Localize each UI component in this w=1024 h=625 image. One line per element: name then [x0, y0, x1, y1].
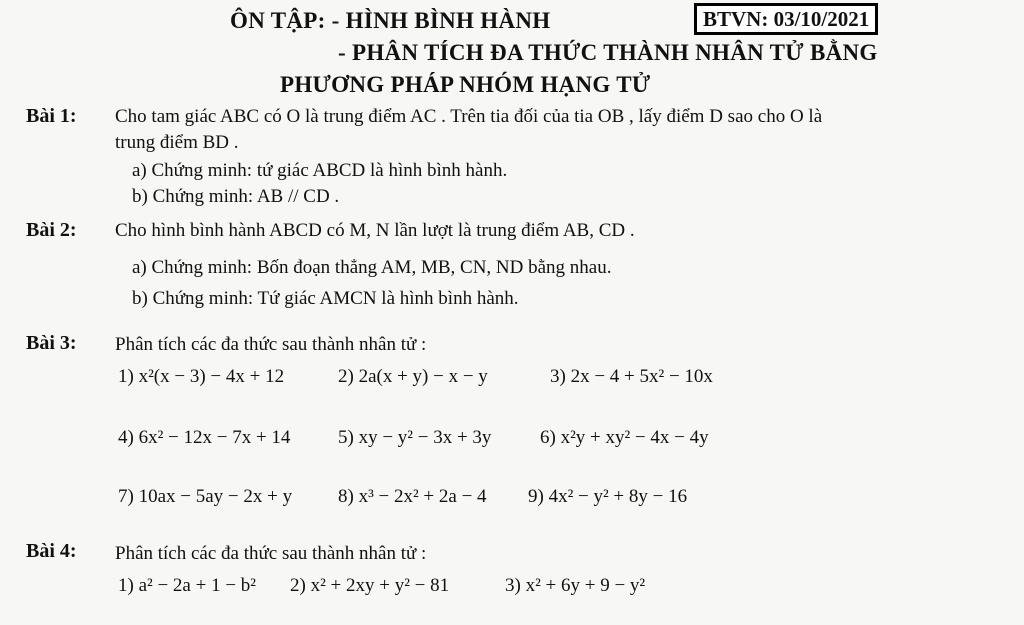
exercise-2-label: Bài 2:	[26, 219, 77, 241]
title-line-3: PHƯƠNG PHÁP NHÓM HẠNG TỬ	[280, 72, 651, 97]
exercise-3-problem-8: 8) x³ − 2x² + 2a − 4	[338, 486, 487, 507]
exercise-3-problem-2: 2) 2a(x + y) − x − y	[338, 366, 488, 387]
exercise-3-label: Bài 3:	[26, 332, 77, 354]
exercise-4-problem-3: 3) x² + 6y + 9 − y²	[505, 575, 646, 596]
exercise-1-part-a: a) Chứng minh: tứ giác ABCD là hình bình hành.	[132, 160, 508, 181]
exercise-3-problem-3: 3) 2x − 4 + 5x² − 10x	[550, 366, 713, 387]
exercise-3-problem-4: 4) 6x² − 12x − 7x + 14	[118, 427, 291, 448]
exercise-3-problem-7: 7) 10ax − 5ay − 2x + y	[118, 486, 293, 507]
exercise-1-part-b: b) Chứng minh: AB // CD .	[132, 186, 340, 207]
exercise-2-text: Cho hình bình hành ABCD có M, N lần lượt là trung điểm AB, CD .	[115, 220, 635, 241]
exercise-3-problem-6: 6) x²y + xy² − 4x − 4y	[540, 427, 709, 448]
exercise-2-part-b: b) Chứng minh: Tứ giác AMCN là hình bình hành.	[132, 288, 519, 309]
exercise-3-text: Phân tích các đa thức sau thành nhân tử :	[115, 334, 427, 355]
title-line-2: - PHÂN TÍCH ĐA THỨC THÀNH NHÂN TỬ BẰNG	[338, 40, 878, 65]
exercise-4-text: Phân tích các đa thức sau thành nhân tử :	[115, 543, 427, 564]
exercise-3-problem-5: 5) xy − y² − 3x + 3y	[338, 427, 492, 448]
exercise-1-label: Bài 1:	[26, 105, 77, 127]
exercise-1-text: Cho tam giác ABC có O là trung điểm AC . Trên tia đối của tia OB , lấy điểm D sao cho O là	[115, 106, 823, 127]
exercise-4-problem-2: 2) x² + 2xy + y² − 81	[290, 575, 450, 596]
date-badge: BTVN: 03/10/2021	[694, 3, 878, 35]
exercise-2-part-a: a) Chứng minh: Bốn đoạn thẳng AM, MB, CN, ND bằng nhau.	[132, 257, 612, 278]
exercise-3-problem-9: 9) 4x² − y² + 8y − 16	[528, 486, 688, 507]
exercise-3-problem-1: 1) x²(x − 3) − 4x + 12	[118, 366, 285, 387]
exercise-4-problem-1: 1) a² − 2a + 1 − b²	[118, 575, 256, 596]
title-line-1: ÔN TẬP: - HÌNH BÌNH HÀNH	[230, 8, 551, 33]
exercise-4-label: Bài 4:	[26, 540, 77, 562]
exercise-1-text-cont: trung điểm BD .	[115, 132, 239, 153]
